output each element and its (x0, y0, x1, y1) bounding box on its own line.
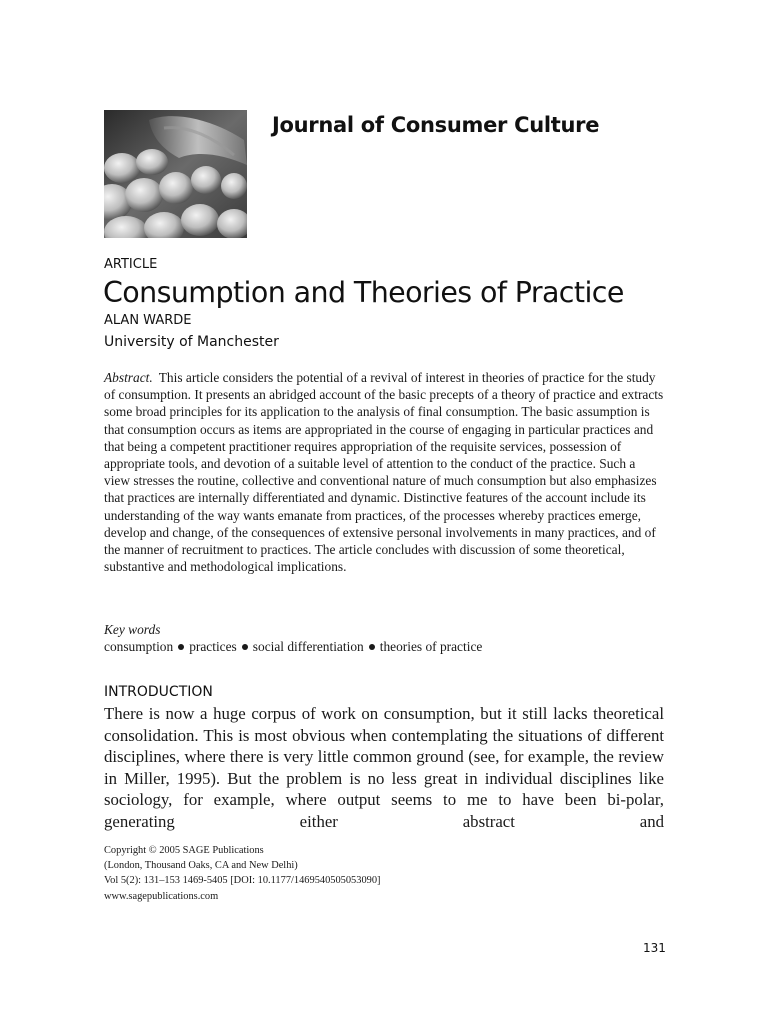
abstract-label: Abstract. (104, 370, 153, 385)
keyword-item: practices (189, 639, 237, 654)
copyright-line: Vol 5(2): 131–153 1469-5405 [DOI: 10.1177/1469540505053090] (104, 875, 381, 887)
bullet-separator-icon (369, 644, 375, 650)
article-type-label: ARTICLE (104, 257, 158, 272)
author-affiliation: University of Manchester (104, 334, 279, 350)
keyword-item: theories of practice (379, 639, 483, 654)
abstract-text: This article considers the potential of a revival of interest in theories of practice for the study of consumption. It presents an abridged account of the basic precepts of a theory of practice and extracts some broad principles for its application to the analysis of final consumption. The basic assumption is that consumption occurs as items are appropriated in the course of engaging in particular practices and that being a competent practitioner requires appropriation of the requisite services, possession of appropriate tools, and devotion of a suitable level of attention to the conduct of the practice. Such a view stresses the routine, collective and conventional nature of much consumption but also emphasizes that practices are internally differentiated and dynamic. Distinctive features of the account include its understanding of the way wants emanate from practices, of the processes whereby practices emerge, develop and change, of the consequences of extensive personal involvements in many practices, and of the manner of recruitment to practices. The article concludes with discussion of some theoretical, substantive and methodological implications. (104, 370, 664, 575)
bullet-separator-icon (242, 644, 248, 650)
keywords-list (104, 639, 482, 655)
keyword-item: consumption (104, 639, 174, 654)
keyword-item: social differentiation (252, 639, 364, 654)
author-name: ALAN WARDE (104, 313, 192, 328)
abstract (104, 369, 664, 575)
publisher-website[interactable]: www.sagepublications.com (104, 890, 219, 902)
copyright-line: Copyright © 2005 SAGE Publications (104, 845, 264, 856)
keywords-label: Key words (104, 622, 161, 637)
bullet-separator-icon (178, 644, 184, 650)
journal-cover-image (104, 110, 247, 238)
journal-title: Journal of Consumer Culture (272, 113, 600, 137)
article-title: Consumption and Theories of Practice (103, 276, 624, 309)
copyright-block (104, 843, 381, 904)
copyright-line: (London, Thousand Oaks, CA and New Delhi) (104, 860, 298, 872)
introduction-paragraph: There is now a huge corpus of work on consumption, but it still lacks theoretical consolidation. This is most obvious when contemplating the situations of different disciplines, where there is very little common ground (see, for example, the review in Miller, 1995). But the problem is no less great in individual disciplines like sociology, for example, where output seems to me to have been bi-polar, generating either abstract and (104, 704, 664, 831)
cover-photo-illustration (104, 110, 247, 238)
page-number: 131 (643, 941, 666, 955)
section-heading-introduction: INTRODUCTION (104, 684, 213, 700)
